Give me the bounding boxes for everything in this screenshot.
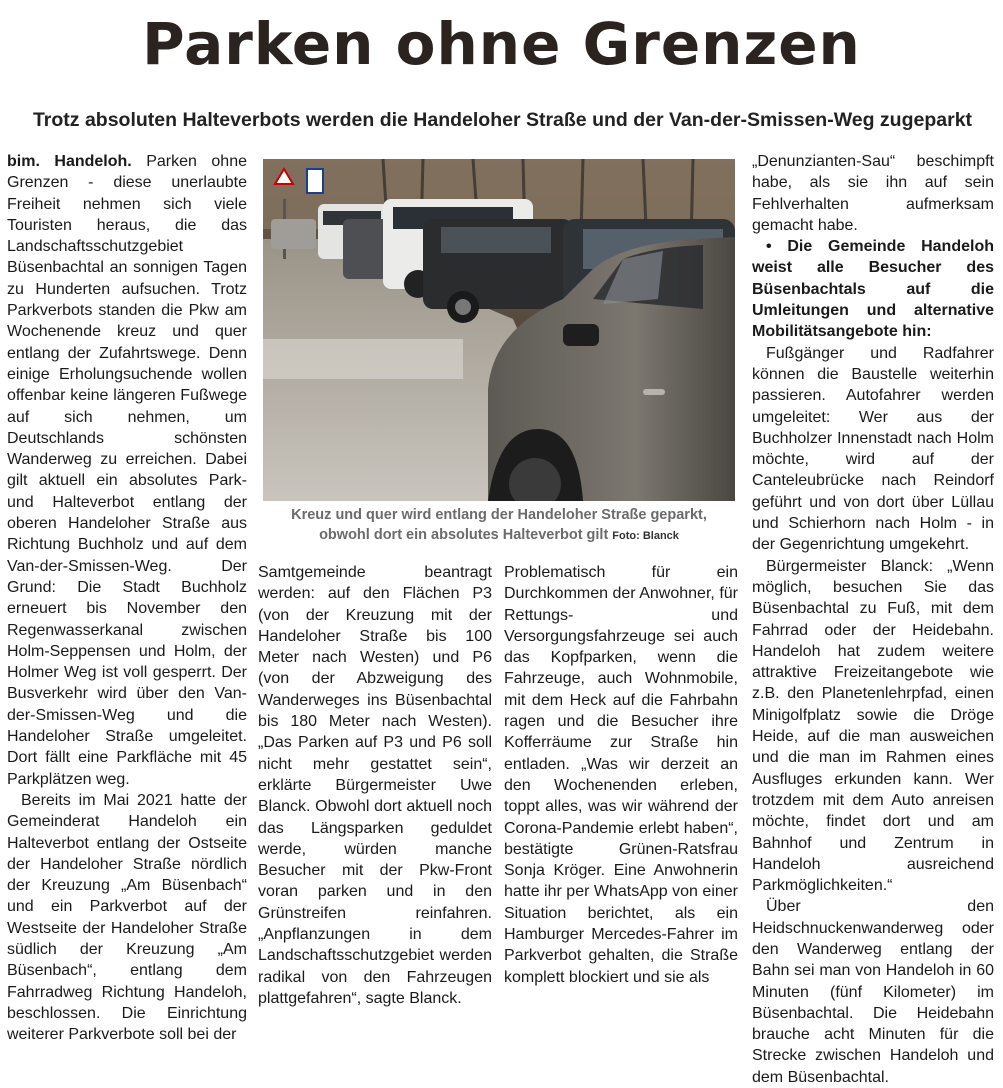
photo-caption	[258, 505, 740, 546]
subheadline: Trotz absoluten Halteverbots werden die Handeloher Straße und der Van-der-Smissen-Weg zugeparkt	[32, 109, 973, 131]
paragraph: Samtgemeinde beantragt werden: auf den Flächen P3 (von der Kreuzung mit der Handeloher Straße bis 100 Meter nach Westen) und P6 (von der Abzweigung des Wanderweges ins Büsenbachtal bis 180 Meter nach Westen). „Das Parken auf P3 und P6 soll nicht mehr gestattet sein“, erklärte Bürgermeister Uwe Blanck. Obwohl dort aktuell noch das Längsparken geduldet werde, würden manche Besucher mit der Pkw-Front voran parken und in den Grünstreifen reinfahren. „Anpflanzungen in dem Landschaftsschutzgebiet werden radikal von den Fahrzeugen plattgefahren“, sagte Blanck.	[258, 564, 492, 1007]
article-column-4	[752, 151, 994, 1088]
paragraph: Bereits im Mai 2021 hatte der Gemeinderat Handeloh ein Halteverbot entlang der Ostseite der Handeloher Straße nördlich der Kreuzung „Am Büsenbach“ und ein Parkverbot auf der Westseite der Handeloher Straße südlich der Kreuzung „Am Büsenbach“, entlang dem Fahrradweg Richtung Handeloh, beschlossen. Die Einrichtung weiterer Parkverbote soll bei der	[7, 791, 247, 1044]
parked-cars-photo	[263, 159, 735, 501]
paragraph: Problematisch für ein Durchkommen der Anwohner, für Rettungs- und Versorgungsfahrzeuge sei auch das Kopfparken, wenn die Fahrzeuge, auch Wohnmobile, mit dem Heck auf die Fahrbahn ragen und die Besucher ihre Kofferräume zur Straße hin entladen. „Was wir derzeit an den Wochenenden erleben, toppt alles, was wir während der Corona-Pandemie erlebt haben“, bestätigte Grünen-Ratsfrau Sonja Kröger. Eine Anwohnerin hatte ihr per WhatsApp von einer Situation berichtet, als ein Hamburger Mercedes-Fahrer im Parkverbot gehalten, die Straße komplett blockiert und sie als	[504, 564, 738, 986]
paragraph: Bürgermeister Blanck: „Wenn möglich, besuchen Sie das Büsenbachtal zu Fuß, mit dem Fahrrad oder der Heidebahn. Handeloh hat zudem weitere attraktive Freizeitangebote wie z.B. den Planetenlehrpfad, einen Minigolfplatz sowie die Dröge Heide, auf die man ausweichen und die man im Rahmen eines Ausfluges erkunden kann. Wer trotzdem mit dem Auto anreisen möchte, findet dort und am Bahnhof und Zentrum in Handeloh ausreichend Parkmöglichkeiten.“	[752, 557, 994, 895]
paragraph: Fußgänger und Radfahrer können die Baustelle weiterhin passieren. Autofahrer werden umgeleitet: Wer aus der Buchholzer Innenstadt nach Holm möchte, wird auf der Canteleubrücke nach Reindorf geführt und von dort über Lüllau und Schierhorn nach Holm - in der Gegenrichtung umgekehrt.	[752, 344, 994, 554]
headline: Parken ohne Grenzen	[142, 10, 861, 78]
article-column-2	[258, 562, 492, 1009]
caption-line-2	[258, 525, 740, 546]
caption-line-1: Kreuz und quer wird entlang der Handeloher Straße geparkt,	[291, 507, 707, 523]
info-highlight: • Die Gemeinde Handeloh weist alle Besucher des Büsenbachtals auf die Umleitungen und alternative Mobilitätsangebote hin:	[752, 238, 994, 341]
article-column-1	[7, 151, 247, 1045]
photo-credit: Foto: Blanck	[612, 530, 679, 542]
lead-text: Parken ohne Grenzen - diese unerlaubte Freiheit nehmen sich viele Touristen heraus, die das Landschaftsschutzgebiet Büsenbachtal an sonnigen Tagen zu Hunderten aufsuchen. Trotz Parkverbots standen die Pkw am Wochenende kreuz und quer entlang der Zufahrtswege. Denn einige Erholungsuchende wollen offenbar keine längeren Fußwege auf sich nehmen, um Deutschlands schönsten Wanderweg zu erreichen. Dabei gilt aktuell ein absolutes Park- und Halteverbot entlang der oberen Handeloher Straße aus Richtung Buchholz und auf dem Van-der-Smissen-Weg. Der Grund: Die Stadt Buchholz erneuert bis November den Regenwasserkanal zwischen Holm-Seppensen und Holm, der Holmer Weg ist voll gesperrt. Der Busverkehr wird über den Van-der-Smissen-Weg und die Handeloher Straße umgeleitet. Dort fällt eine Parkfläche mit 45 Parkplätzen weg.	[7, 153, 247, 788]
dateline: bim. Handeloh.	[7, 153, 132, 170]
article-column-3	[504, 562, 738, 988]
paragraph: „Denunzianten-Sau“ beschimpft habe, als sie ihn auf sein Fehlverhalten aufmerksam gemacht habe.	[752, 153, 994, 234]
paragraph: Über den Heidschnuckenwanderweg oder den Wanderweg entlang der Bahn sei man von Handeloh in 60 Minuten (fünf Kilometer) im Büsenbachtal. Die Heidebahn brauche acht Minuten für die Strecke zwischen Handeloh und dem Büsenbachtal.	[752, 898, 994, 1086]
lead-paragraph	[7, 151, 247, 790]
article-photo	[263, 159, 735, 501]
caption-line-2-text: obwohl dort ein absolutes Halteverbot gilt	[319, 527, 609, 543]
